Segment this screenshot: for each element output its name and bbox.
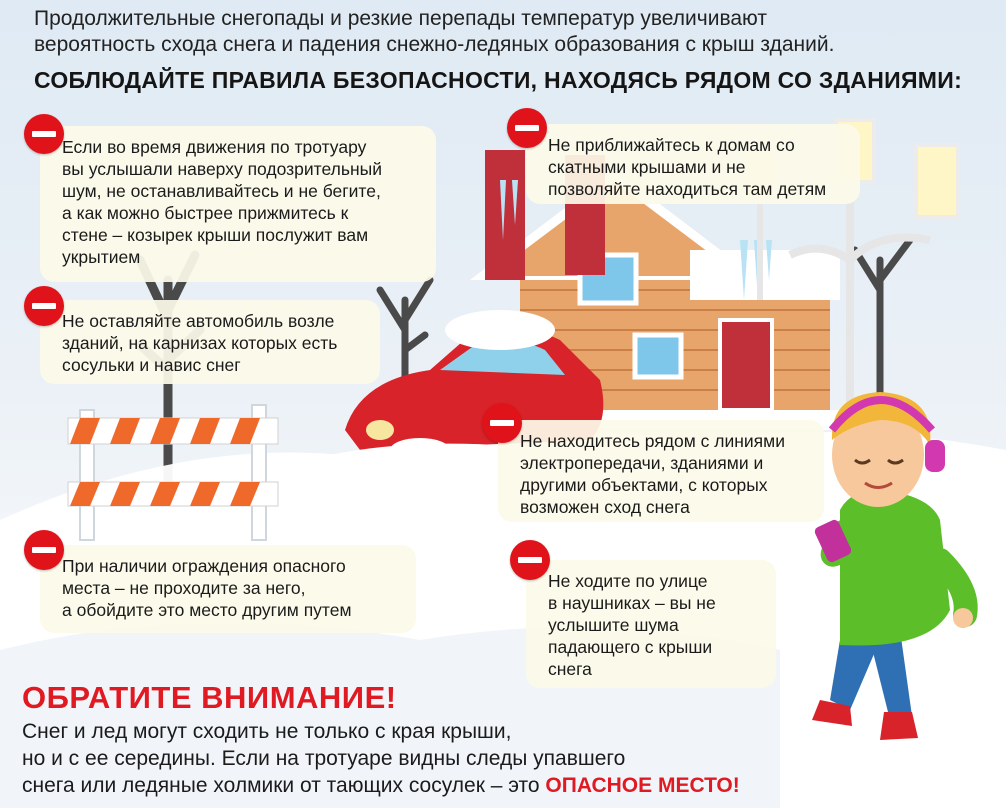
prohibition-icon [24,114,64,154]
tip-sidewalk [40,126,436,282]
tip-sloped-roofs [526,124,860,204]
tip-fence [40,545,416,633]
tip-line: Не находитесь рядом с линиями [520,431,785,451]
warning-line: но и с ее середины. Если на тротуаре видны следы упавшего [22,747,626,770]
prohibition-icon [510,540,550,580]
tip-line: укрытием [62,247,141,267]
tip-line: другими объектами, с которых [520,475,768,495]
tip-line: падающего с крыши [548,637,713,657]
tip-line: услышите шума [548,615,679,635]
warning-text [22,718,842,799]
tip-line: Не оставляйте автомобиль возле [62,311,335,331]
tip-power-lines [498,420,824,522]
tip-line: электропередачи, зданиями и [520,453,764,473]
tip-line: возможен сход снега [520,497,690,517]
tip-line: а как можно быстрее прижмитесь к [62,203,349,223]
tip-line: места – не проходите за него, [62,578,306,598]
tip-line: Не ходите по улице [548,571,708,591]
warning-line: Снег и лед могут сходить не только с края крыши, [22,720,512,743]
prohibition-icon [482,403,522,443]
tip-headphones [526,560,776,688]
tip-line: снега [548,659,592,679]
tip-car [40,300,380,384]
intro-line: вероятность схода снега и падения снежно-ледяных образования с крыш зданий. [34,33,835,56]
warning-line [22,772,842,799]
tip-line: зданий, на карнизах которых есть [62,333,338,353]
prohibition-icon [24,286,64,326]
intro-line: Продолжительные снегопады и резкие перепады температур увеличивают [34,7,767,30]
tip-line: Не приближайтесь к домам со [548,135,795,155]
tip-line: а обойдите это место другим путем [62,600,352,620]
prohibition-icon [24,530,64,570]
danger-place-emphasis: ОПАСНОЕ МЕСТО! [545,774,740,797]
safety-rules-headline: СОБЛЮДАЙТЕ ПРАВИЛА БЕЗОПАСНОСТИ, НАХОДЯСЬ РЯДОМ СО ЗДАНИЯМИ: [34,67,963,93]
intro-text [34,6,994,58]
tip-line: При наличии ограждения опасного [62,556,346,576]
warning-line-text: снега или ледяные холмики от тающих сосулек – это [22,774,546,797]
tip-line: шум, не останавливайтесь и не бегите, [62,181,381,201]
tip-line: Если во время движения по тротуару [62,137,367,157]
prohibition-icon [507,108,547,148]
tip-line: скатными крышами и не [548,157,746,177]
tip-line: сосульки и навис снег [62,355,241,375]
tip-line: в наушниках – вы не [548,593,716,613]
tip-line: позволяйте находиться там детям [548,179,827,199]
tip-line: стене – козырек крыши послужит вам [62,225,369,245]
warning-title: ОБРАТИТЕ ВНИМАНИЕ! [22,680,397,715]
tip-line: вы услышали наверху подозрительный [62,159,382,179]
